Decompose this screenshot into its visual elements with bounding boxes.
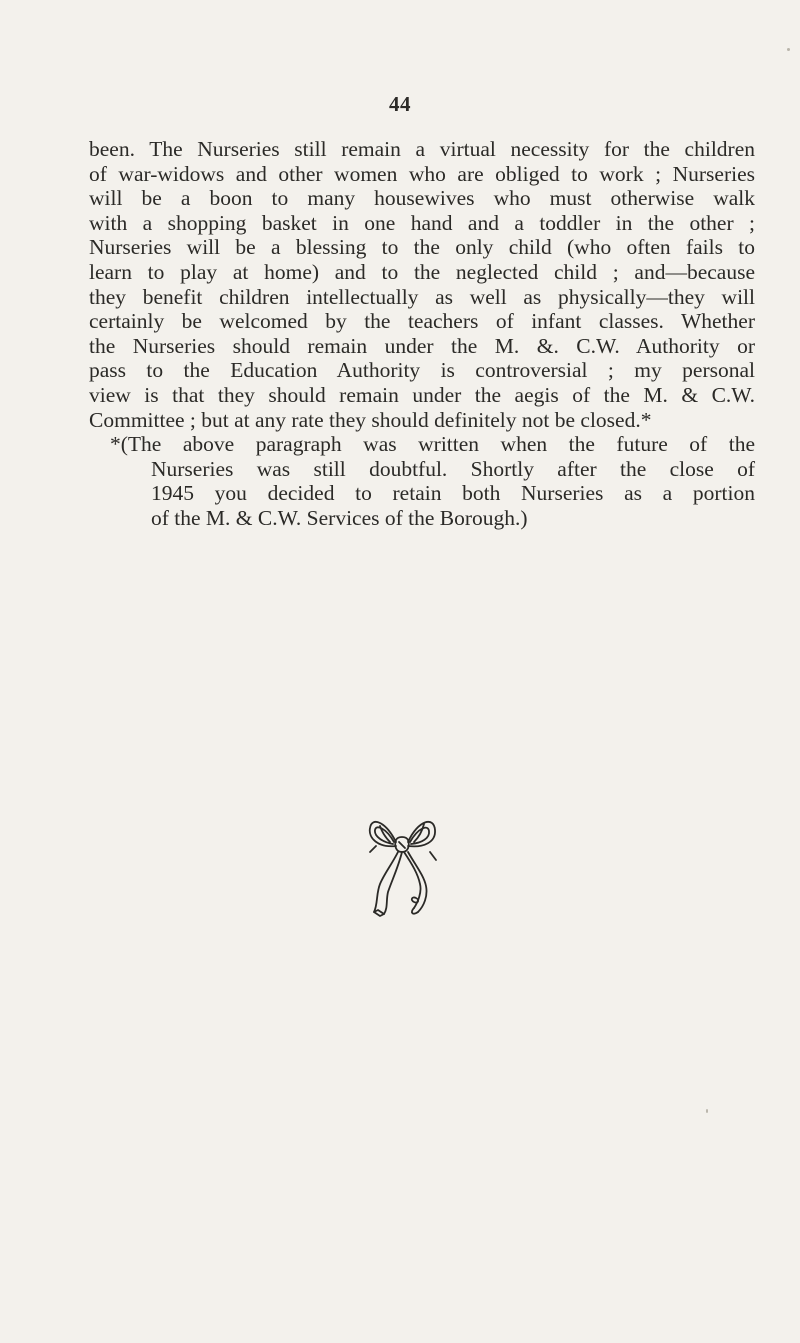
paragraph-line: Committee ; but at any rate they should definitely not be closed.*: [89, 407, 652, 432]
footnote-line: 1945 you decided to retain both Nurseries as a portion: [151, 481, 755, 506]
footnote-line: *(The above paragraph was written when the future of the: [110, 432, 755, 456]
ribbon-bow-icon: [366, 812, 438, 920]
paragraph-line: of war-widows and other women who are obliged to work ; Nurseries: [89, 161, 755, 186]
footnote-line: of the M. & C.W. Services of the Borough.): [151, 505, 528, 530]
paper-speck: [706, 1109, 708, 1113]
paragraph-line: certainly be welcomed by the teachers of infant classes. Whether: [89, 309, 755, 334]
paragraph-line: been. The Nurseries still remain a virtual necessity for the children: [89, 137, 755, 161]
footnote-line: Nurseries was still doubtful. Shortly after the close of: [151, 456, 755, 481]
paragraph-line: pass to the Education Authority is controversial ; my personal: [89, 358, 755, 383]
main-paragraph: [89, 137, 755, 432]
paragraph-line: the Nurseries should remain under the M. &. C.W. Authority or: [89, 333, 755, 358]
paragraph-line: they benefit children intellectually as well as physically—they will: [89, 284, 755, 309]
paragraph-line: Nurseries will be a blessing to the only child (who often fails to: [89, 235, 755, 260]
paragraph-line: learn to play at home) and to the neglected child ; and—because: [89, 259, 755, 284]
page-number: 44: [389, 92, 411, 116]
paragraph-line: will be a boon to many housewives who must otherwise walk: [89, 186, 755, 211]
paper-speck: [787, 48, 790, 51]
footnote: [89, 432, 755, 530]
paragraph-line: view is that they should remain under the aegis of the M. & C.W.: [89, 382, 755, 407]
paragraph-line: with a shopping basket in one hand and a toddler in the other ;: [89, 210, 755, 235]
